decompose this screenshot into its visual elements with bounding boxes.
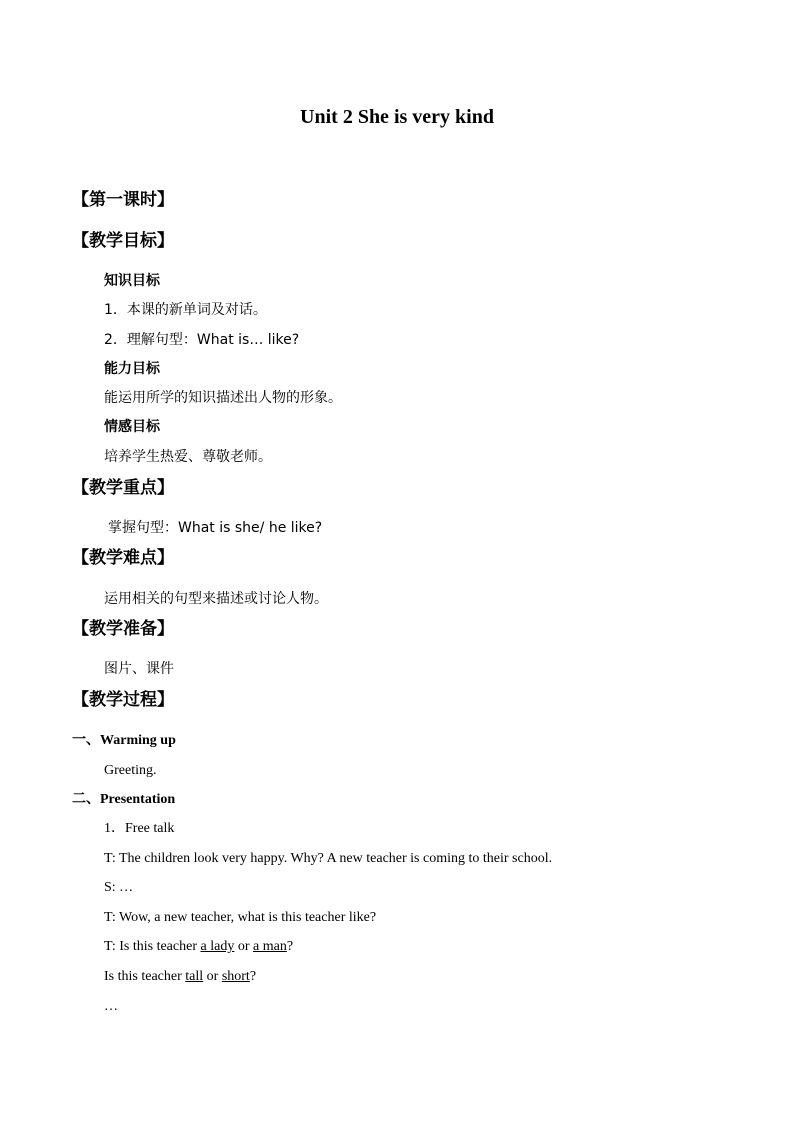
option-short: short — [221, 969, 250, 984]
option-a-man: a man — [253, 939, 287, 954]
preparation-heading: 【教学准备】 — [72, 619, 174, 639]
free-talk-item: 1．Free talk — [104, 821, 175, 836]
option-a-lady: a lady — [200, 939, 235, 954]
knowledge-item-2: 2．理解句型：What is… like? — [104, 332, 300, 348]
dialogue-line-1: T: The children look very happy. Why? A new teacher is coming to their school. — [104, 851, 553, 866]
warming-up-label: 一、Warming up — [72, 733, 176, 748]
line-4-suffix: ? — [286, 939, 294, 954]
objectives-heading: 【教学目标】 — [72, 231, 174, 251]
page-title: Unit 2 She is very kind — [300, 106, 494, 128]
line-5-mid: or — [203, 969, 222, 984]
dialogue-line-4 — [104, 940, 293, 954]
dialogue-line-3: T: Wow, a new teacher, what is this teacher like? — [104, 910, 377, 925]
option-tall: tall — [185, 969, 204, 984]
dialogue-line-2: S: … — [104, 880, 134, 895]
key-points-text: 掌握句型：What is she/ he like? — [108, 520, 323, 536]
dialogue-line-5 — [104, 970, 256, 984]
ability-objective-label: 能力目标 — [104, 361, 160, 377]
line-4-mid: or — [234, 939, 253, 954]
presentation-label: 二、Presentation — [72, 792, 176, 807]
emotion-objective-text: 培养学生热爱、尊敬老师。 — [104, 449, 272, 465]
warming-up-text: Greeting. — [104, 763, 157, 778]
ability-objective-text: 能运用所学的知识描述出人物的形象。 — [104, 390, 342, 406]
key-points-heading: 【教学重点】 — [72, 478, 174, 498]
difficulties-text: 运用相关的句型来描述或讨论人物。 — [104, 591, 328, 607]
preparation-text: 图片、课件 — [104, 661, 174, 677]
lesson-heading: 【第一课时】 — [72, 190, 174, 210]
emotion-objective-label: 情感目标 — [104, 419, 160, 435]
process-heading: 【教学过程】 — [72, 690, 174, 710]
knowledge-objective-label: 知识目标 — [104, 273, 160, 289]
line-5-suffix: ? — [249, 969, 257, 984]
ellipsis-line: … — [104, 999, 118, 1014]
line-5-prefix: Is this teacher — [104, 969, 186, 984]
difficulties-heading: 【教学难点】 — [72, 548, 174, 568]
line-4-prefix: T: Is this teacher — [104, 939, 201, 954]
knowledge-item-1: 1．本课的新单词及对话。 — [104, 302, 267, 318]
